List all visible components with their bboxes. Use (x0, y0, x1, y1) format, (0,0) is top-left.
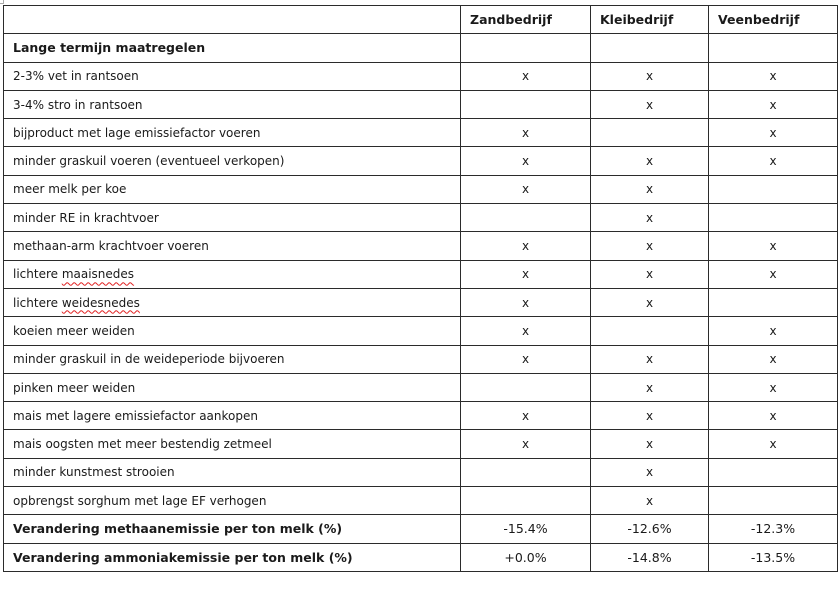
mark-klei: x (591, 62, 709, 90)
mark-veen: x (709, 373, 838, 401)
mark-klei: x (591, 373, 709, 401)
mark-veen: x (709, 147, 838, 175)
mark-veen: x (709, 317, 838, 345)
mark-veen (709, 175, 838, 203)
mark-zand: x (461, 175, 591, 203)
table-row (4, 345, 838, 373)
mark-klei (591, 317, 709, 345)
totals-label: Verandering methaanemissie per ton melk (%) (4, 515, 461, 543)
mark-zand (461, 204, 591, 232)
table-row (4, 232, 838, 260)
mark-veen: x (709, 62, 838, 90)
value-zand: -15.4% (461, 515, 591, 543)
mark-zand: x (461, 260, 591, 288)
totals-label: Verandering ammoniakemissie per ton melk (%) (4, 543, 461, 571)
mark-klei: x (591, 175, 709, 203)
measure-label (4, 260, 461, 288)
table-row (4, 62, 838, 90)
measure-label-prefix: lichtere (13, 295, 62, 310)
table-header-row (4, 6, 838, 34)
section-title: Lange termijn maatregelen (4, 34, 461, 62)
mark-zand: x (461, 345, 591, 373)
mark-klei: x (591, 260, 709, 288)
measure-label: minder kunstmest strooien (4, 458, 461, 486)
header-empty-cell (4, 6, 461, 34)
totals-rows (4, 515, 838, 572)
mark-zand: x (461, 147, 591, 175)
mark-klei: x (591, 487, 709, 515)
table-row (4, 288, 838, 316)
measure-label: pinken meer weiden (4, 373, 461, 401)
mark-zand: x (461, 62, 591, 90)
mark-klei: x (591, 288, 709, 316)
table-row (4, 204, 838, 232)
mark-zand: x (461, 317, 591, 345)
table-row (4, 147, 838, 175)
mark-zand: x (461, 232, 591, 260)
measure-label: minder RE in krachtvoer (4, 204, 461, 232)
table-row (4, 90, 838, 118)
mark-zand (461, 90, 591, 118)
header-kleibedrijf: Kleibedrijf (591, 6, 709, 34)
measure-label: mais met lagere emissiefactor aankopen (4, 402, 461, 430)
mark-klei (591, 119, 709, 147)
mark-veen: x (709, 430, 838, 458)
measure-label: koeien meer weiden (4, 317, 461, 345)
measure-label: bijproduct met lage emissiefactor voeren (4, 119, 461, 147)
header-veenbedrijf: Veenbedrijf (709, 6, 838, 34)
mark-veen (709, 487, 838, 515)
measures-rows (4, 62, 838, 515)
measure-label: meer melk per koe (4, 175, 461, 203)
mark-klei: x (591, 345, 709, 373)
mark-veen: x (709, 119, 838, 147)
value-zand: +0.0% (461, 543, 591, 571)
mark-klei: x (591, 90, 709, 118)
table-row (4, 430, 838, 458)
mark-zand (461, 458, 591, 486)
mark-zand (461, 373, 591, 401)
measure-label (4, 288, 461, 316)
spellcheck-flagged-word: weidesnedes (61, 295, 140, 310)
measures-table (3, 5, 838, 572)
table-row (4, 119, 838, 147)
mark-zand: x (461, 430, 591, 458)
measure-label: minder graskuil voeren (eventueel verkopen) (4, 147, 461, 175)
mark-veen: x (709, 232, 838, 260)
value-veen: -12.3% (709, 515, 838, 543)
mark-veen: x (709, 345, 838, 373)
totals-row (4, 543, 838, 571)
value-klei: -12.6% (591, 515, 709, 543)
spellcheck-flagged-word: maaisnedes (61, 267, 135, 282)
empty-cell (591, 34, 709, 62)
table-row (4, 260, 838, 288)
document-corner-mark (0, 0, 4, 4)
value-klei: -14.8% (591, 543, 709, 571)
table-row (4, 487, 838, 515)
mark-zand: x (461, 288, 591, 316)
mark-veen (709, 458, 838, 486)
empty-cell (461, 34, 591, 62)
empty-cell (709, 34, 838, 62)
mark-veen: x (709, 90, 838, 118)
mark-klei: x (591, 147, 709, 175)
table-row (4, 402, 838, 430)
value-veen: -13.5% (709, 543, 838, 571)
measure-label: minder graskuil in de weideperiode bijvoeren (4, 345, 461, 373)
mark-veen (709, 288, 838, 316)
table-row (4, 175, 838, 203)
section-row (4, 34, 838, 62)
measure-label: methaan-arm krachtvoer voeren (4, 232, 461, 260)
mark-zand: x (461, 119, 591, 147)
totals-row (4, 515, 838, 543)
mark-klei: x (591, 402, 709, 430)
mark-klei: x (591, 204, 709, 232)
measure-label: 3-4% stro in rantsoen (4, 90, 461, 118)
measure-label: mais oogsten met meer bestendig zetmeel (4, 430, 461, 458)
mark-klei: x (591, 430, 709, 458)
mark-veen: x (709, 260, 838, 288)
table-row (4, 458, 838, 486)
measure-label-prefix: lichtere (13, 267, 62, 282)
measure-label: 2-3% vet in rantsoen (4, 62, 461, 90)
mark-veen (709, 204, 838, 232)
table-row (4, 317, 838, 345)
mark-zand (461, 487, 591, 515)
measure-label: opbrengst sorghum met lage EF verhogen (4, 487, 461, 515)
table-row (4, 373, 838, 401)
mark-klei: x (591, 232, 709, 260)
mark-klei: x (591, 458, 709, 486)
header-zandbedrijf: Zandbedrijf (461, 6, 591, 34)
mark-veen: x (709, 402, 838, 430)
mark-zand: x (461, 402, 591, 430)
